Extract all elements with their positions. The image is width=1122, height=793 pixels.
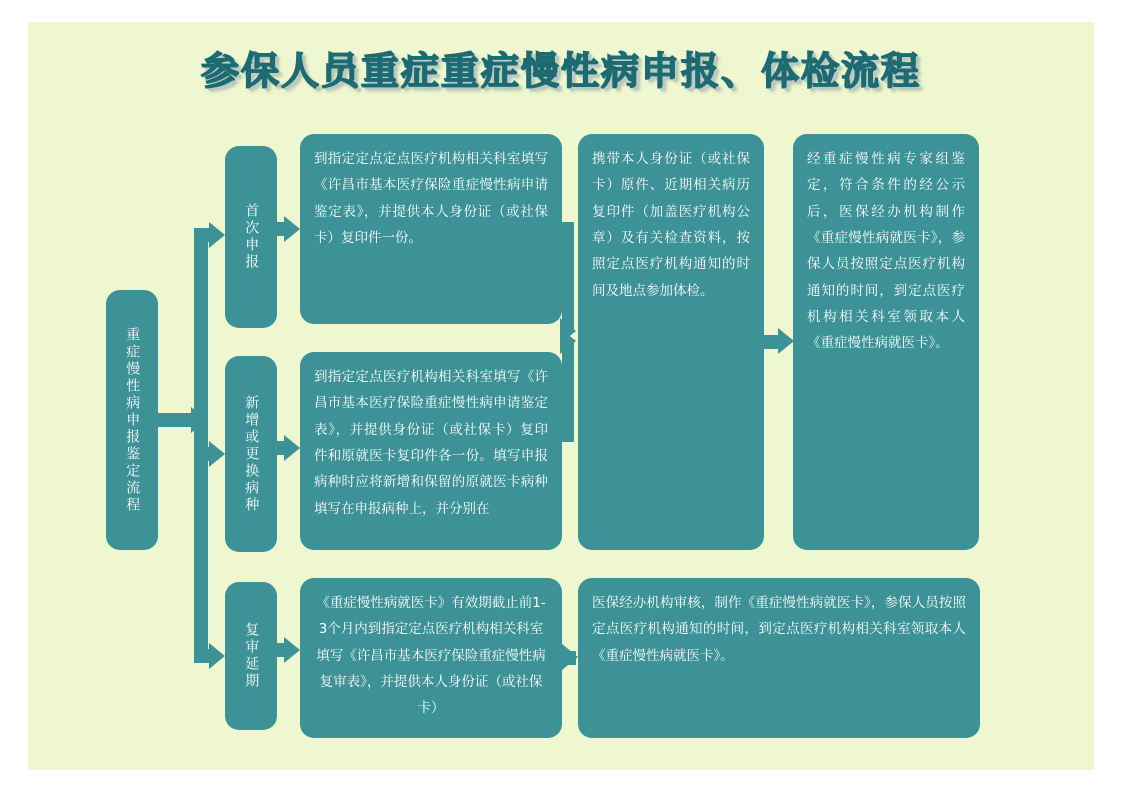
node-renewal-label: 复审延期 bbox=[225, 582, 277, 730]
node-add-or-change-label: 新增或更换病种 bbox=[225, 356, 277, 552]
node-renewal-detail: 《重症慢性病就医卡》有效期截止前1-3个月内到指定定点医疗机构相关科室填写《许昌市基本医疗保险重症慢性病复审表》，并提供本人身份证（或社保卡） bbox=[300, 578, 562, 738]
node-first-application-detail: 到指定定点定点医疗机构相关科室填写《许昌市基本医疗保险重症慢性病申请鉴定表》，并提供本人身份证（或社保卡）复印件一份。 bbox=[300, 134, 562, 324]
page-title: 参保人员重症重症慢性病申报、体检流程 bbox=[200, 49, 921, 93]
node-expert-appraisal-detail: 经重症慢性病专家组鉴定，符合条件的经公示后，医保经办机构制作《重症慢性病就医卡》，参保人员按照定点医疗机构通知的时间，到定点医疗机构相关科室领取本人《重症慢性病就医卡》。 bbox=[793, 134, 979, 550]
node-physical-exam-detail: 携带本人身份证（或社保卡）原件、近期相关病历复印件（加盖医疗机构公章）及有关检查资料，按照定点医疗机构通知的时间及地点参加体检。 bbox=[578, 134, 764, 550]
node-renewal-result-detail: 医保经办机构审核，制作《重症慢性病就医卡》，参保人员按照定点医疗机构通知的时间，到定点医疗机构相关科室领取本人《重症慢性病就医卡》。 bbox=[578, 578, 980, 738]
node-first-application-label: 首次申报 bbox=[225, 146, 277, 328]
flowchart-board bbox=[28, 22, 1094, 770]
node-add-or-change-detail: 到指定定点医疗机构相关科室填写《许昌市基本医疗保险重症慢性病申请鉴定表》，并提供身份证（或社保卡）复印件和原就医卡复印件各一份。填写申报病种时应将新增和保留的原就医卡病种填写在申报病种上，并分别在 bbox=[300, 352, 562, 550]
node-root-process: 重症慢性病申报鉴定流程 bbox=[106, 290, 158, 550]
